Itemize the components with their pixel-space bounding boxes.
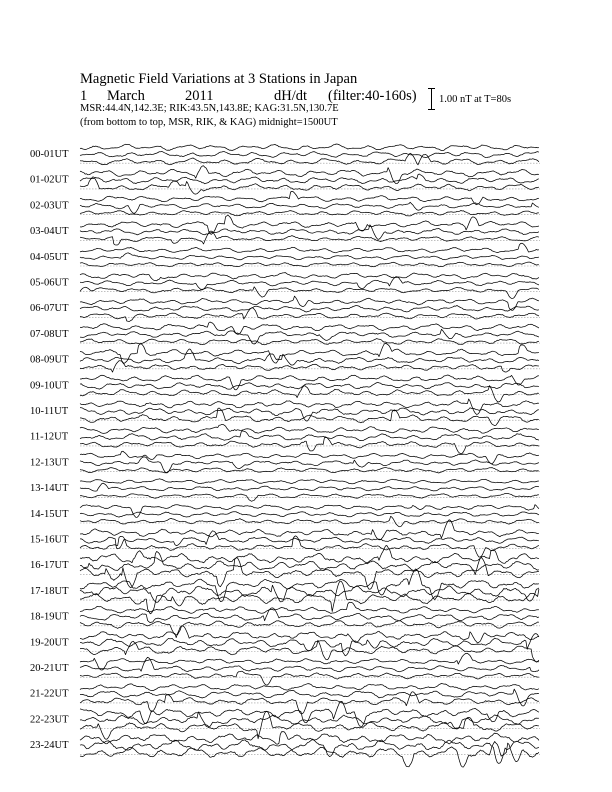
trace-kag-16-17ut (80, 546, 539, 564)
trace-msr-16-17ut (80, 558, 539, 590)
trace-kag-13-14ut (80, 479, 539, 484)
trace-msr-20-21ut (80, 671, 539, 685)
hour-label: 22-23UT (30, 714, 69, 726)
trace-rik-07-08ut (80, 329, 539, 344)
chart-title: Magnetic Field Variations at 3 Stations in Japan (80, 71, 358, 87)
trace-msr-10-11ut (80, 408, 539, 426)
hour-label: 14-15UT (30, 508, 69, 520)
trace-kag-00-01ut (80, 144, 539, 151)
trace-msr-07-08ut (80, 339, 539, 345)
trace-rik-00-01ut (80, 151, 539, 157)
trace-msr-17-18ut (80, 581, 539, 614)
hour-label: 15-16UT (30, 534, 69, 546)
trace-kag-18-19ut (80, 602, 539, 613)
trace-rik-22-23ut (80, 712, 539, 729)
trace-msr-12-13ut (80, 467, 539, 473)
trace-kag-10-11ut (80, 399, 539, 414)
filter-label: (filter:40-160s) (328, 88, 417, 104)
trace-kag-21-22ut (80, 684, 539, 691)
trace-rik-16-17ut (80, 551, 539, 571)
trace-rik-02-03ut (80, 202, 539, 213)
trace-msr-15-16ut (80, 536, 539, 557)
trace-rik-05-06ut (80, 277, 539, 290)
hour-label: 19-20UT (30, 637, 69, 649)
trace-msr-22-23ut (80, 711, 539, 739)
trace-kag-14-15ut (80, 505, 539, 518)
month-label: March (107, 88, 145, 104)
hour-label: 02-03UT (30, 200, 69, 212)
hour-label: 23-24UT (30, 740, 69, 752)
trace-rik-23-24ut (80, 740, 539, 764)
trace-kag-11-12ut (80, 424, 539, 433)
quantity-label: dH/dt (274, 88, 308, 104)
trace-rik-01-02ut (80, 174, 539, 184)
hour-label: 06-07UT (30, 303, 69, 315)
trace-rik-21-22ut (80, 689, 539, 706)
hour-label: 01-02UT (30, 174, 69, 186)
day-label: 1 (80, 88, 88, 104)
trace-kag-09-10ut (80, 375, 539, 390)
trace-kag-02-03ut (80, 191, 539, 204)
trace-rik-06-07ut (80, 306, 539, 313)
hour-label: 12-13UT (30, 457, 69, 469)
trace-rik-04-05ut (80, 253, 539, 260)
trace-kag-07-08ut (80, 322, 539, 334)
trace-msr-05-06ut (80, 287, 539, 299)
trace-kag-19-20ut (80, 626, 539, 643)
hour-label: 09-10UT (30, 380, 69, 392)
trace-kag-17-18ut (80, 569, 539, 602)
hour-label: 20-21UT (30, 663, 69, 674)
hour-label: 07-08UT (30, 328, 69, 340)
hour-label: 05-06UT (30, 277, 69, 289)
trace-kag-04-05ut (80, 243, 539, 253)
trace-msr-03-04ut (80, 231, 539, 245)
trace-rik-14-15ut (80, 512, 539, 517)
trace-rik-13-14ut (80, 483, 539, 491)
hour-label: 04-05UT (30, 251, 69, 263)
trace-rik-08-09ut (80, 349, 539, 365)
trace-rik-19-20ut (80, 634, 539, 656)
trace-kag-05-06ut (80, 273, 539, 281)
station-order-note: (from bottom to top, MSR, RIK, & KAG) midnight=1500UT (80, 117, 338, 128)
hour-label: 10-11UT (30, 406, 69, 417)
hour-label: 18-19UT (30, 611, 69, 623)
trace-rik-18-19ut (80, 608, 539, 623)
year-label: 2011 (185, 88, 214, 104)
trace-msr-14-15ut (80, 516, 539, 527)
scale-bar-label: 1.00 nT at T=80s (439, 94, 512, 105)
hour-label: 17-18UT (30, 585, 69, 597)
trace-msr-09-10ut (80, 386, 539, 402)
trace-kag-06-07ut (80, 296, 539, 310)
trace-msr-02-03ut (80, 211, 539, 216)
station-coordinates: MSR:44.4N,142.3E; RIK:43.5N,143.8E; KAG:31.5N,130.7E (80, 103, 339, 114)
trace-kag-22-23ut (80, 701, 539, 726)
trace-rik-09-10ut (80, 382, 539, 389)
hour-label: 00-01UT (30, 149, 69, 160)
trace-rik-11-12ut (80, 431, 539, 441)
hour-label: 11-12UT (30, 431, 69, 443)
hour-label: 21-22UT (30, 688, 69, 700)
hour-label: 08-09UT (30, 354, 69, 366)
hour-label: 13-14UT (30, 483, 69, 495)
hour-label: 03-04UT (30, 226, 69, 238)
hour-label: 16-17UT (30, 560, 69, 572)
trace-kag-23-24ut (80, 732, 539, 745)
